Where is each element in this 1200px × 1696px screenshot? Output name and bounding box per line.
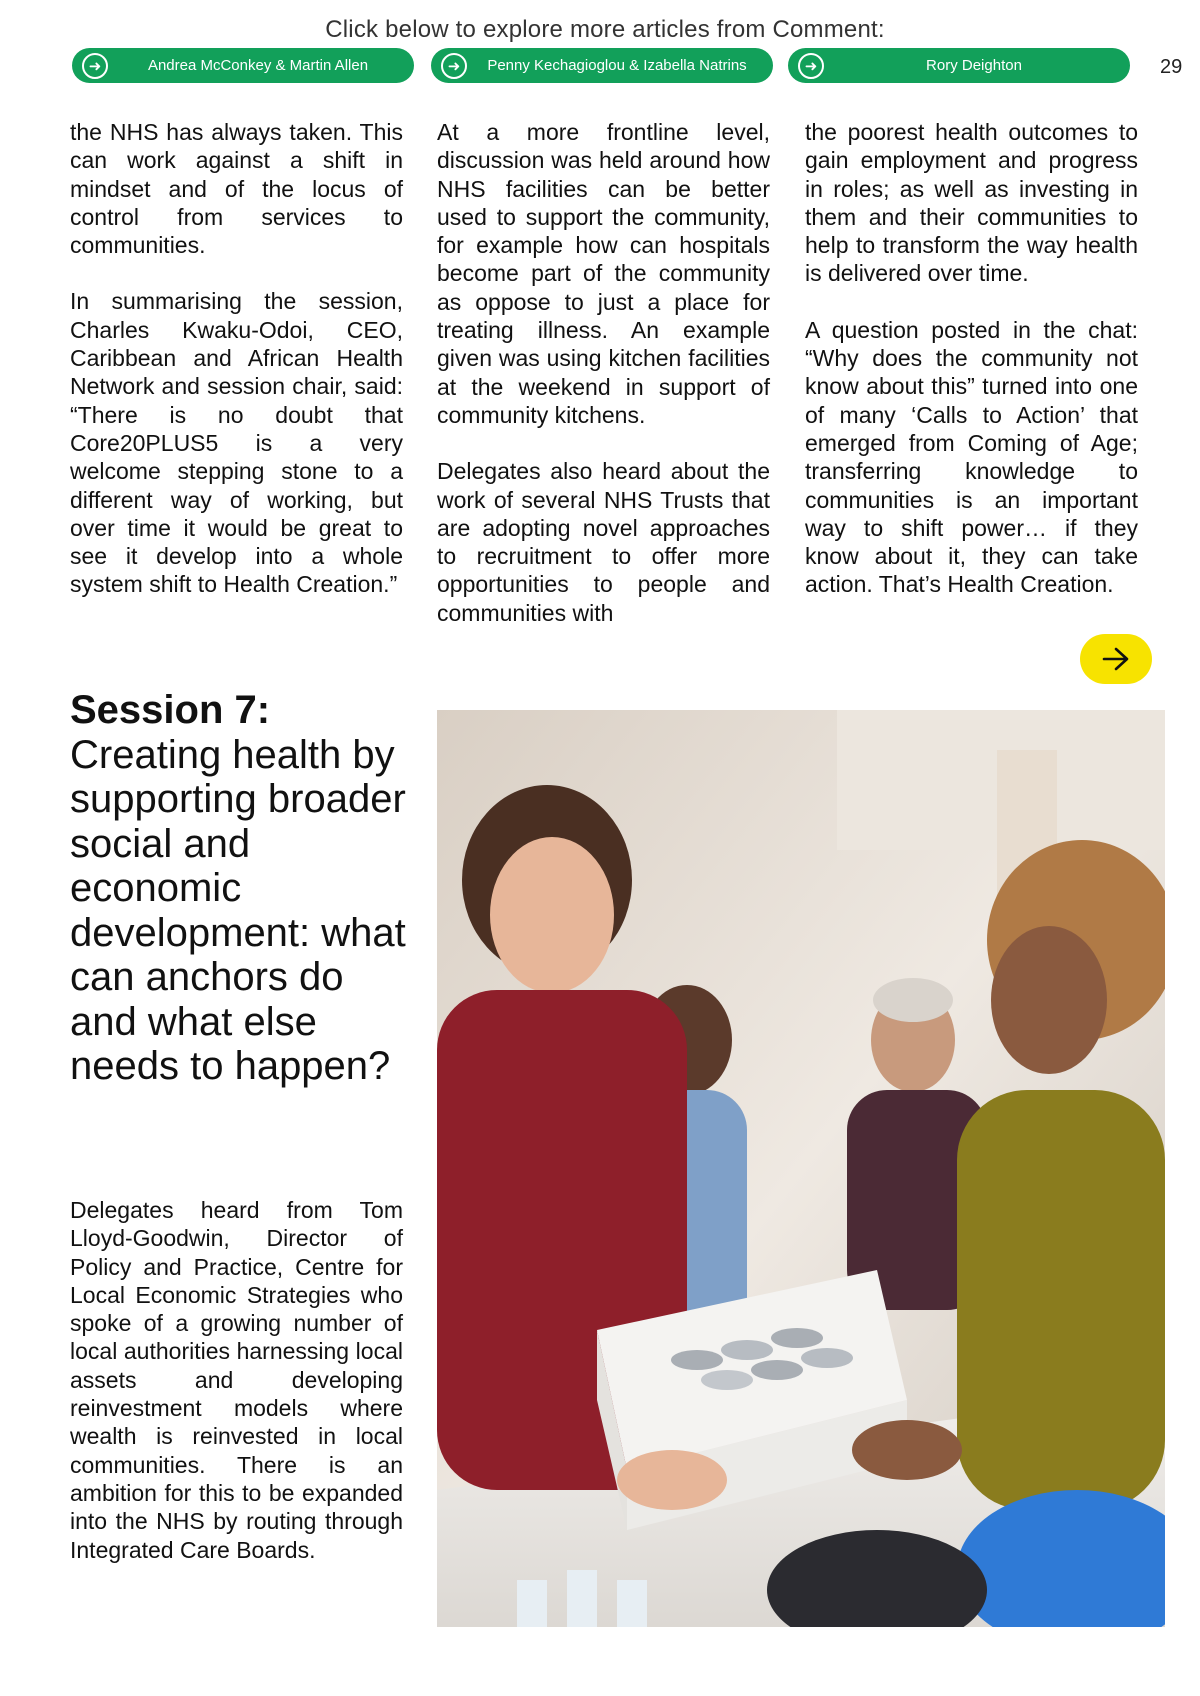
session-body: Delegates heard from Tom Lloyd-Goodwin, Director of Policy and Practice, Centre for Local Economic Strategies who spoke of a growing number of local authorities harnessing local assets and developing reinvestment models where wealth is reinvested in local communities. There is an ambition for this to be expanded into the NHS by routing through Integrated Care Boards.	[70, 1197, 403, 1563]
arrow-right-circle-icon: ➜	[798, 53, 824, 79]
volunteers-food-bank-photo	[437, 710, 1165, 1627]
text-column-3	[805, 118, 1138, 627]
article-link-label: Rory Deighton	[926, 57, 1022, 74]
text-column-2	[437, 118, 770, 655]
articles-prompt: Click below to explore more articles from Comment:	[325, 16, 885, 43]
arrow-right-circle-icon: ➜	[441, 53, 467, 79]
session-label: Session 7:	[70, 688, 271, 732]
arrow-right-circle-icon: ➜	[82, 53, 108, 79]
paragraph: In summarising the session, Charles Kwaku-Odoi, CEO, Caribbean and African Health Network and session chair, said: “There is no doubt that Core20PLUS5 is a very welcome stepping stone to a different way of working, but over time it would be great to see it develop into a whole system shift to Health Creation.”	[70, 288, 403, 598]
paragraph: Delegates also heard about the work of several NHS Trusts that are adopting novel approaches to recruitment to offer more opportunities to people and communities with	[437, 458, 770, 626]
arrow-right-icon	[1101, 646, 1131, 672]
paragraph: A question posted in the chat: “Why does the community not know about this” turned into one of many ‘Calls to Action’ that emerged from Coming of Age; transferring knowledge to communities is an important way to shift power… if they know about it, they can take action. That’s Health Creation.	[805, 316, 1138, 598]
paragraph: the poorest health outcomes to gain employment and progress in roles; as well as investing in them and their communities to help to transform the way health is delivered over time.	[805, 119, 1138, 287]
page-number: 29	[1160, 56, 1183, 78]
paragraph: At a more frontline level, discussion was held around how NHS facilities can be better used to support the community, for example how can hospitals become part of the community as oppose to just a place for treating illness. An example given was using kitchen facilities at the weekend in support of community kitchens.	[437, 119, 770, 428]
session-heading	[70, 688, 410, 1089]
paragraph: the NHS has always taken. This can work against a shift in mindset and of the locus of control from services to communities.	[70, 119, 403, 259]
text-column-1	[70, 118, 403, 627]
article-link-label: Penny Kechagioglou & Izabella Natrins	[487, 57, 747, 74]
next-page-button[interactable]	[1080, 634, 1152, 684]
article-link-label: Andrea McConkey & Martin Allen	[147, 57, 369, 74]
session-title: Creating health by supporting broader social and economic development: what can anchors do and what else needs to happen?	[70, 732, 406, 1088]
article-link-kechagioglou-natrins[interactable]	[431, 48, 773, 83]
article-link-mcconkey-allen[interactable]	[72, 48, 414, 83]
article-link-deighton[interactable]	[788, 48, 1130, 83]
